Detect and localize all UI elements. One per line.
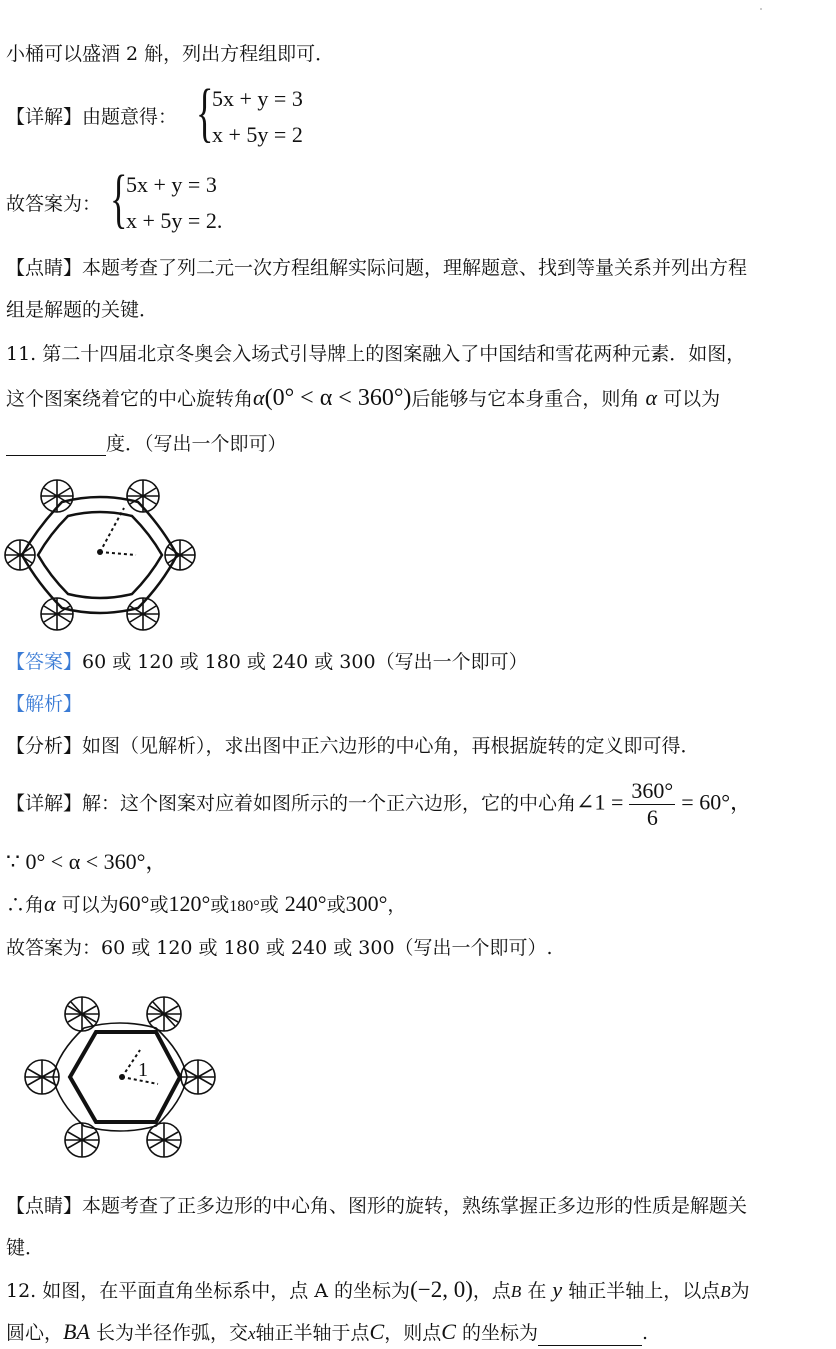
knot-bottom-right	[127, 598, 159, 630]
answer-label: 【答案】	[6, 651, 83, 673]
q11-because: ∵ 0° < α < 360°，	[6, 849, 168, 874]
knot-top-right	[127, 480, 159, 512]
q10-detail	[6, 105, 177, 129]
system2-eq2: x + 5y = 2.	[126, 208, 223, 233]
answer-blank[interactable]	[6, 437, 106, 456]
dianjing-text: 本题考查了列二元一次方程组解实际问题，理解题意、找到等量关系并列出方程	[82, 257, 748, 279]
q11-line3: 度．（写出一个即可）	[6, 432, 287, 456]
q11-fenxi: 【分析】如图（见解析），求出图中正六边形的中心角，再根据旋转的定义即可得．	[6, 735, 700, 757]
knot-bottom-left	[41, 598, 73, 630]
system2-eq1: 5x + y = 3	[126, 172, 217, 197]
knot-top-left	[41, 480, 73, 512]
brace-1: {	[196, 76, 214, 149]
q12-line1: 12. 如图，在平面直角坐标系中，点 A 的坐标为(−2, 0)，点B 在 y 轴正半轴上，以点B为	[6, 1277, 750, 1302]
q11-line1: 11. 第二十四届北京冬奥会入场式引导牌上的图案融入了中国结和雪花两种元素．如图，	[6, 343, 746, 365]
q12-line2: 圆心，BA 长为半径作弧，交x轴正半轴于点C，则点C 的坐标为 .	[6, 1319, 649, 1344]
fraction: $\frac{360^\circ}{6}$	[631, 778, 674, 830]
q11-line2: 这个图案绕着它的中心旋转角α(0° < α < 360°)后能够与它本身重合，则角 α 可以为	[6, 385, 721, 411]
knot2-left	[25, 1060, 59, 1094]
q10-dianjing-2: 组是解题的关键．	[6, 299, 159, 321]
knot-left	[5, 540, 35, 570]
q11-detail: 【详解】解：这个图案对应着如图所示的一个正六边形，它的中心角∠1 = $\frac{360^\circ}{6}$ = 60°，	[6, 778, 752, 830]
q10-dianjing	[6, 256, 747, 280]
q11-dianjing-2: 键．	[6, 1237, 45, 1259]
q11-dianjing: 【点睛】本题考查了正多边形的中心角、图形的旋转，熟练掌握正多边形的性质是解题关	[6, 1195, 748, 1217]
q10-answer-prefix: 故答案为：	[6, 193, 102, 215]
q10-line1: 小桶可以盛酒 2 斛，列出方程组即可．	[6, 43, 335, 65]
q12-answer-blank[interactable]	[538, 1327, 642, 1346]
detail-text: 由题意得：	[82, 106, 178, 128]
q11-final: 故答案为：60 或 120 或 180 或 240 或 300（写出一个即可）.	[6, 937, 553, 959]
detail-label: 【详解】	[6, 106, 83, 128]
knot-figure-1	[2, 472, 198, 638]
scan-dot	[760, 8, 762, 10]
knot-hexagon-figure	[22, 992, 218, 1162]
knot-right	[165, 540, 195, 570]
system1-eq2: x + 5y = 2	[212, 122, 303, 147]
system1-eq1: 5x + y = 3	[212, 86, 303, 111]
q11-therefore: ∴角α 可以为60°或120°或180°或 240°或300°，	[6, 891, 407, 916]
q11-jiexi: 【解析】	[6, 693, 83, 715]
knot2-right	[181, 1060, 215, 1094]
brace-2: {	[110, 162, 128, 235]
knot2-bottom-right	[147, 1123, 181, 1157]
answer-text: 60 或 120 或 180 或 240 或 300（写出一个即可）	[82, 651, 528, 673]
dianjing-label: 【点睛】	[6, 257, 83, 279]
knot2-top-right	[147, 997, 181, 1031]
angle-label-1: 1	[138, 1059, 148, 1081]
q11-answer	[6, 650, 528, 674]
